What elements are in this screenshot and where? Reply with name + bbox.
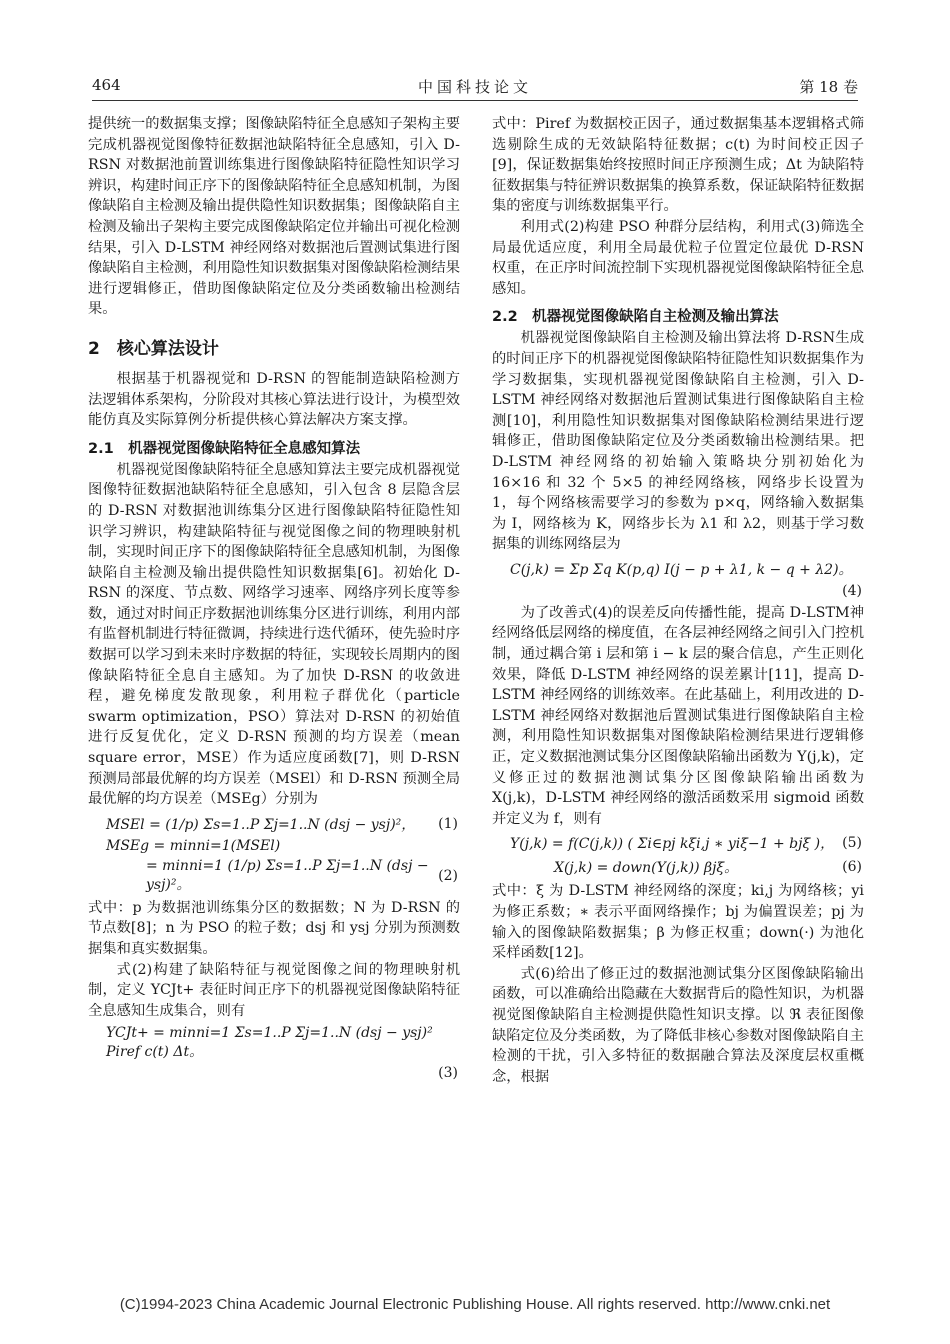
paragraph: 根据基于机器视觉和 D-RSN 的智能制造缺陷检测方法逻辑体系架构，分阶段对其核心算法进行设计，为模型效能仿真及实际算例分析提供核心算法解决方案支撑。 <box>88 370 460 429</box>
equation-6 <box>492 857 864 877</box>
paragraph: 式中：Piref 为数据校正因子，通过数据集基本逻辑格式筛选剔除生成的无效缺陷特征数据；c(t) 为时间校正因子[9]，保证数据集始终按照时间正序预测生成；Δt 为缺陷特征数据集与特征辨识数据集的换算系数，保证缺陷特征数据集的密度与训练数据集平行。 <box>492 116 864 215</box>
equation-3 <box>88 1025 460 1061</box>
paragraph: 式中：ξ 为 D-LSTM 神经网络的深度；ki,j 为网络核；yi 为修正系数；∗ 表示平面网络操作；bj 为偏置误差；pj 为输入的图像缺陷数据集；β 为修正权重；down(·) 为池化采样函数[12]。 <box>492 883 864 962</box>
page-number: 464 <box>92 76 121 94</box>
paragraph: 为了改善式(4)的误差反向传播性能，提高 D-LSTM神经网络低层网络的梯度值，在各层神经网络之间引入门控机制，通过耦合第 i 层和第 i − k 层的聚合信息，产生正则化效果，降低 D-LSTM 神经网络的误差累计[11]，提高 D-LSTM 神经网络的训练效率。在此基础上，利用改进的 D-LSTM 神经网络对数据池后置测试集进行图像缺陷自主检测，利用隐性知识数据集对图像缺陷检测结果进行逻辑修正，定义数据池测试集分区图像缺陷输出函数为 Y(j,k)，定义修正过的数据池测试集分区图像缺陷输出函数为 X(j,k)，D-LSTM 神经网络的激活函数采用 sigmoid 函数并定义为 f，则有 <box>492 604 864 827</box>
equation-number: (1) <box>438 815 458 832</box>
equation-expression: = minni=1 (1/p) Σs=1..P Σj=1..N (dsj − ysj)²。 <box>146 857 429 893</box>
equation-number: (6) <box>842 859 862 876</box>
equation-expression: MSEg = minni=1(MSEl) <box>106 837 281 854</box>
equation-2b <box>88 858 460 894</box>
equation-5 <box>492 833 864 853</box>
paragraph: 式(2)构建了缺陷特征与视觉图像之间的物理映射机制，定义 YCJt+ 表征时间正序下的机器视觉图像缺陷特征全息感知生成集合，则有 <box>88 961 460 1019</box>
equation-expression: C(j,k) = Σp Σq K(p,q) I(j − p + λ1, k − q + λ2)。 <box>510 561 853 578</box>
paragraph: 利用式(2)构建 PSO 种群分层结构，利用式(3)筛选全局最优适应度，利用全局最优粒子位置定位最优 D-RSN 权重，在正序时间流控制下实现机器视觉图像缺陷特征全息感知。 <box>492 218 864 297</box>
equation-1 <box>88 814 460 834</box>
subsection-heading: 2.2 机器视觉图像缺陷自主检测及输出算法 <box>492 309 779 326</box>
equation-number: (5) <box>842 835 862 852</box>
journal-title: 中国科技论文 <box>417 78 532 96</box>
equation-expression: MSEl = (1/p) Σs=1..P Σj=1..N (dsj − ysj)²， <box>106 816 416 833</box>
paragraph: 提供统一的数据集支撑；图像缺陷特征全息感知子架构主要完成机器视觉图像特征数据池缺陷特征全息感知，引入 D-RSN 对数据池前置训练集进行图像缺陷特征隐性知识学习辨识，构建时间正序下的图像缺陷特征全息感知机制，为图像缺陷自主检测及输出提供隐性知识数据集；图像缺陷自主检测及输出子架构主要完成图像缺陷定位并输出可视化检测结果，引入 D-LSTM 神经网络对数据池后置测试集进行图像缺陷自主检测，利用隐性知识数据集对图像缺陷检测结果进行逻辑修正，借助图像缺陷定位及分类函数输出检测结果。 <box>88 116 460 318</box>
volume-label: 第 18 卷 <box>799 78 858 96</box>
left-column <box>88 114 460 1085</box>
subsection-heading: 2.1 机器视觉图像缺陷特征全息感知算法 <box>88 440 361 457</box>
paragraph: 式(6)给出了修正过的数据池测试集分区图像缺陷输出函数，可以准确给出隐藏在大数据背后的隐性知识，为机器视觉图像缺陷自主检测提供隐性知识支撑。以 ℜ 表征图像缺陷定位及分类函数，为了降低非核心参数对图像缺陷自主检测的干扰，引入多特征的数据融合算法及深度层权重概念，根据 <box>492 965 864 1085</box>
equation-2a <box>88 838 460 854</box>
equation-expression: YCJt+ = minni=1 Σs=1..P Σj=1..N (dsj − ysj)² Piref c(t) Δt。 <box>106 1025 433 1061</box>
equation-number: (4) <box>842 582 862 599</box>
section-heading: 2 核心算法设计 <box>88 338 219 359</box>
paragraph: 式中：p 为数据池训练集分区的数据数；N 为 D-RSN 的节点数[8]；n 为 PSO 的粒子数；dsj 和 ysj 分别为预测数据集和真实数据集。 <box>88 899 460 957</box>
copyright-footer: (C)1994-2023 China Academic Journal Electronic Publishing House. All rights reserved. http://www.cnki.net <box>119 1296 831 1313</box>
equation-4 <box>492 559 864 579</box>
equation-number: (3) <box>438 1065 458 1082</box>
header-divider <box>92 100 858 101</box>
paragraph: 机器视觉图像缺陷特征全息感知算法主要完成机器视觉图像特征数据池缺陷特征全息感知，引入包含 8 层隐含层的 D-RSN 对数据池训练集分区进行图像缺陷特征隐性知识学习辨识，构建缺陷特征与视觉图像之间的物理映射机制，实现时间正序下的图像缺陷特征全息感知机制，为图像缺陷自主检测及输出提供隐性知识数据集[6]。初始化 D-RSN 的深度、节点数、网络学习速率、网络序列长度等参数，通过对时间正序数据池训练集分区进行训练，利用内部有监督机制进行特征微调，持续进行迭代循环，使先验时序数据可以学习到未来时序数据的特征，实现较长周期内的图像缺陷特征全息自主感知。为了加快 D-RSN 的收敛进程，避免梯度发散现象，利用粒子群优化（particle swarm optimization，PSO）算法对 D-RSN 的初始值进行反复优化，定义 D-RSN 预测的均方误差（mean square error，MSE）作为适应度函数[7]，则 D-RSN 预测局部最优解的均方误差（MSEl）和 D-RSN 预测全局最优解的均方误差（MSEg）分别为 <box>88 461 460 808</box>
equation-expression: Y(j,k) = f(C(j,k)) ( Σi∈pj kξi,j ∗ yiξ−1 + bjξ )， <box>510 836 835 853</box>
right-column <box>492 114 864 1087</box>
equation-expression: X(j,k) = down(Y(j,k)) βjξ。 <box>554 860 739 877</box>
equation-number: (2) <box>438 867 458 884</box>
paragraph: 机器视觉图像缺陷自主检测及输出算法将 D-RSN生成的时间正序下的机器视觉图像缺陷特征隐性知识数据集作为学习数据集，实现机器视觉图像缺陷自主检测，引入 D-LSTM 神经网络对数据池后置测试集进行图像缺陷自主检测[10]，利用隐性知识数据集对图像缺陷检测结果进行逻辑修正，借助图像缺陷定位及分类函数输出检测结果。把 D-LSTM 神经网络的初始输入策略块分别初始化为 16×16 和 32 个 5×5 的神经网络核，网络步长设置为 1，每个网络核需要学习的参数为 p×q，网络输入数据集为 I，网络核为 K，网络步长为 λ1 和 λ2，则基于学习数据集的训练网络层为 <box>492 330 864 553</box>
